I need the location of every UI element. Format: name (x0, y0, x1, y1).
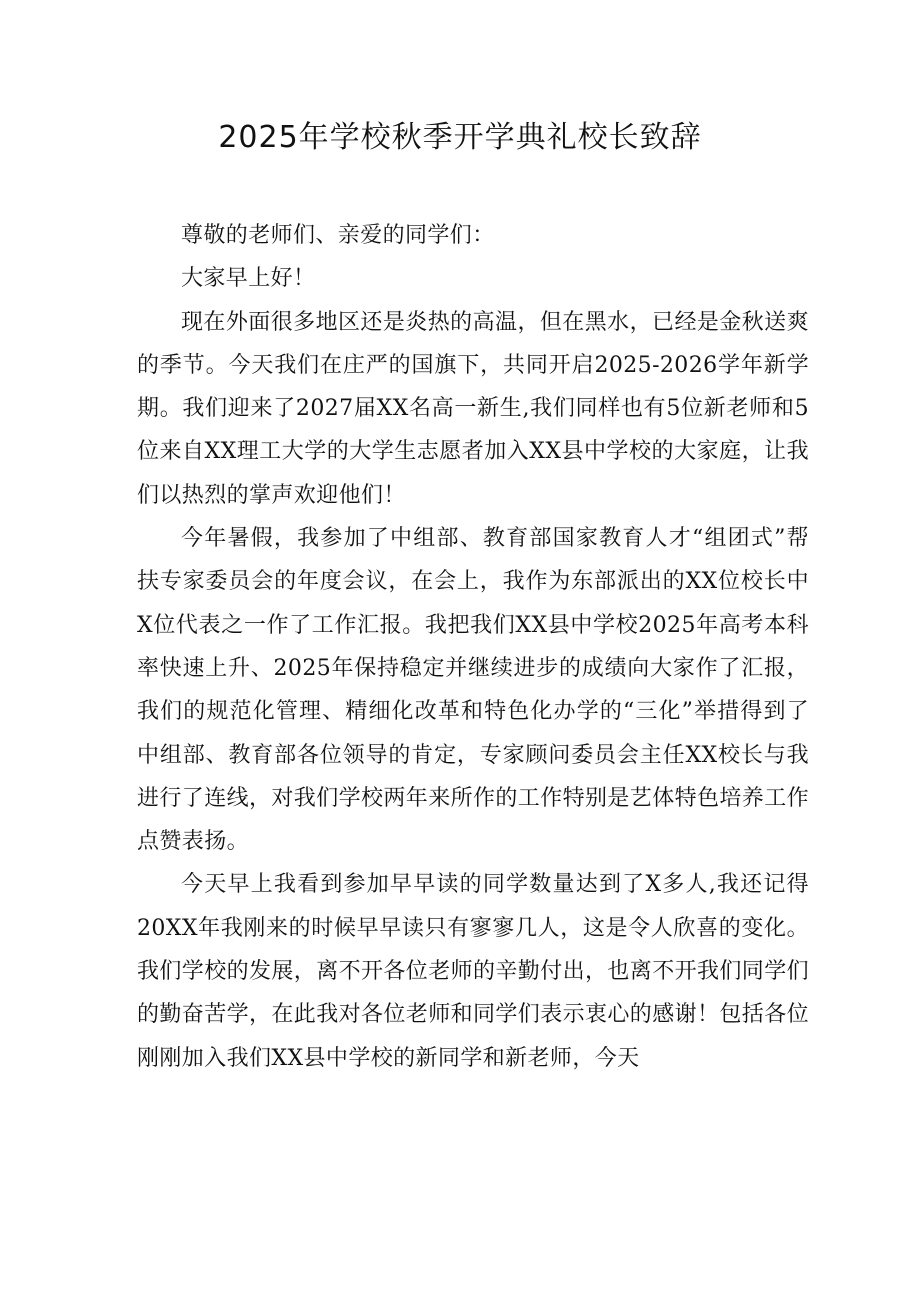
body-paragraph: 现在外面很多地区还是炎热的高温，但在黑水，已经是金秋送爽的季节。今天我们在庄严的国旗下，共同开启2025-2026学年新学期。我们迎来了2027届XX名高一新生,我们同样也有5位新老师和5位来自XX理工大学的大学生志愿者加入XX县中学校的大家庭，让我们以热烈的掌声欢迎他们！ (137, 309, 809, 508)
document-body (137, 214, 809, 1080)
document-title: 2025年学校秋季开学典礼校长致辞 (218, 120, 702, 155)
body-paragraph: 今年暑假，我参加了中组部、教育部国家教育人才“组团式”帮扶专家委员会的年度会议，在会上，我作为东部派出的XX位校长中X位代表之一作了工作汇报。我把我们XX县中学校2025年高考本科率快速上升、2025年保持稳定并继续进步的成绩向大家作了汇报，我们的规范化管理、精细化改革和特色化办学的“三化”举措得到了中组部、教育部各位领导的肯定，专家顾问委员会主任XX校长与我进行了连线，对我们学校两年来所作的工作特别是艺体特色培养工作点赞表扬。 (137, 526, 810, 855)
body-paragraph: 今天早上我看到参加早早读的同学数量达到了X多人,我还记得20XX年我刚来的时候早早读只有寥寥几人，这是令人欣喜的变化。我们学校的发展，离不开各位老师的辛勤付出，也离不开我们同学们的勤奋苦学，在此我对各位老师和同学们表示衷心的感谢！包括各位刚刚加入我们XX县中学校的新同学和新老师，今天 (137, 872, 810, 1071)
salutation-paragraph: 尊敬的老师们、亲爱的同学们： (181, 223, 495, 248)
greeting-paragraph: 大家早上好！ (181, 266, 316, 292)
